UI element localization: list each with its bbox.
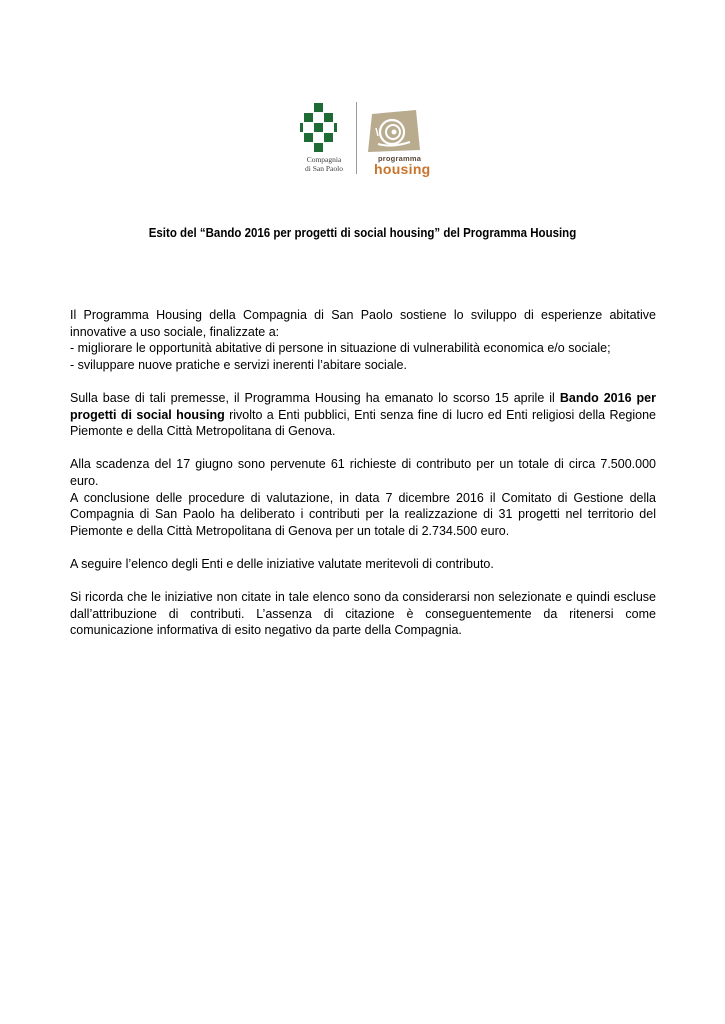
paragraph-notice: Si ricorda che le iniziative non citate in tale elenco sono da considerarsi non selezionate e quindi escluse dall’attribuzione di contributi. L’assenza di citazione è conseguentemente da ritenersi come comunicazione informativa di esito negativo da parte della Compagnia. [70,590,656,638]
bullet-item-1: - migliorare le opportunità abitative di persone in situazione di vulnerabilità economica e/o sociale; [70,341,611,356]
housing-label: housing [374,161,431,177]
header-logos [298,100,431,180]
snail-badge-icon [366,108,422,154]
document-body [70,307,656,655]
paragraph-bando [70,390,656,440]
compagnia-name-line1: Compagnia [306,155,342,164]
compagnia-name-line2: di San Paolo [305,164,343,173]
intro-text: Il Programma Housing della Compagnia di San Paolo sostiene lo sviluppo di esperienze abitative innovative a uso sociale, finalizzate a: [70,308,656,339]
paragraph-results [70,456,656,539]
results-line-1: Alla scadenza del 17 giugno sono pervenute 61 richieste di contributo per un totale di circa 7.500.000 euro. [70,457,656,488]
bando-text-after: rivolto a Enti pubblici, Enti senza fine di lucro ed Enti religiosi della Regione Piemonte e della Città Metropolitana di Genova. [70,407,657,439]
paragraph-list-intro: A seguire l’elenco degli Enti e delle iniziative valutate meritevoli di contributo. [70,556,494,571]
bullet-item-2: - sviluppare nuove pratiche e servizi inerenti l’abitare sociale. [70,357,407,372]
bando-text-before: Sulla base di tali premesse, il Programma Housing ha emanato lo scorso 15 aprile il [70,390,560,405]
programma-label: programma [378,154,422,163]
results-line-2: A conclusione delle procedure di valutazione, in data 7 dicembre 2016 il Comitato di Gestione della Compagnia di San Paolo ha deliberato i contributi per la realizzazione di 31 progetti nel territorio del Piemonte e della Città Metropolitana di Genova per un totale di 2.734.500 euro. [70,490,656,538]
programma-housing-logo [364,108,431,180]
compagnia-logo-text [298,155,350,173]
document-title: Esito del “Bando 2016 per progetti di social housing” del Programma Housing [148,226,577,240]
paragraph-intro [70,307,656,373]
logo-divider [356,102,357,174]
bando-name: Bando 2016 per progetti di social housing [70,390,656,422]
